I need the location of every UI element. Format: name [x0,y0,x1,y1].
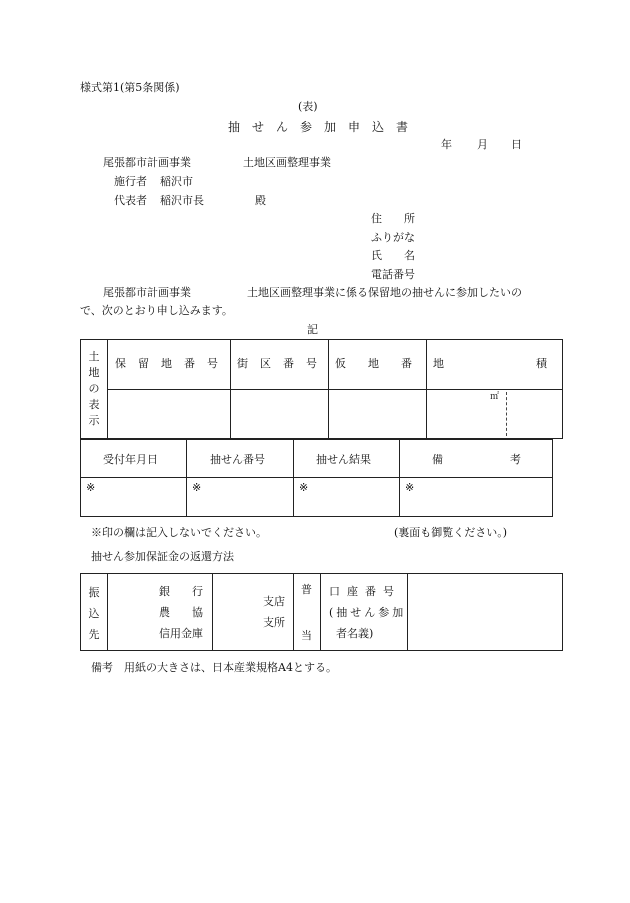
area-unit: ㎡ [490,392,500,402]
header-remarks-2: 考 [510,453,521,466]
applicant-address-label: 住 所 [371,212,415,225]
representative-value: 稲沢市長 [160,194,204,207]
form-title: 抽せん参加申込書 [228,120,421,134]
refund-heading: 抽せん参加保証金の返還方法 [91,550,234,563]
header-block-number: 街区番号 [237,357,329,370]
ki-mark: 記 [307,323,318,336]
account-number-label: 口座番号 [329,585,401,598]
account-type-current: 当 [301,629,312,642]
institution-bank: 銀 行 [159,585,203,598]
body-line2: で、次のとおり申し込みます。 [80,304,233,317]
account-type-ordinary: 普 [301,583,312,596]
applicant-name-label: 氏 名 [371,249,415,262]
sub-branch-label: 支所 [263,616,285,629]
form-number: 様式第1(第5条関係) [80,81,180,94]
note-see-back: (裏面も御覧ください。) [394,526,508,539]
branch-label: 支店 [263,595,285,608]
header-area-2: 積 [536,357,547,370]
reception-mark-2: ※ [192,481,202,494]
date-day: 日 [511,138,522,151]
refund-side-label: 振込先 [88,586,100,641]
remarks: 備考 用紙の大きさは、日本産業規格A4とする。 [91,661,337,674]
applicant-furigana-label: ふりがな [371,231,415,244]
reception-mark-4: ※ [405,481,415,494]
project-suffix: 土地区画整理事業 [243,156,331,169]
body-line1: 土地区画整理事業に係る保留地の抽せんに参加したいの [247,286,522,299]
institution-credit-union: 信用金庫 [159,627,203,640]
project-prefix: 尾張都市計画事業 [103,156,191,169]
date-year: 年 [441,138,452,151]
honorific: 殿 [255,194,266,207]
header-remarks-1: 備 [432,453,443,466]
front-mark: (表) [298,100,318,113]
account-holder-label: (抽せん参加 [329,606,407,619]
reception-mark-3: ※ [299,481,309,494]
applicant-phone-label: 電話番号 [371,268,415,281]
reception-mark-1: ※ [86,481,96,494]
operator-value: 稲沢市 [160,175,193,188]
note-do-not-fill: ※印の欄は記入しないでください。 [91,526,267,539]
header-reception-date: 受付年月日 [103,453,158,466]
header-lot-number: 保留地番号 [115,357,230,370]
institution-agri-coop: 農 協 [159,606,203,619]
header-lottery-result: 抽せん結果 [316,453,371,466]
date-month: 月 [477,138,488,151]
representative-label: 代表者 [114,194,147,207]
refund-table [80,573,563,651]
account-holder-label-2: 者名義) [336,627,374,640]
header-area-1: 地 [433,357,444,370]
header-lottery-number: 抽せん番号 [210,453,265,466]
operator-label: 施行者 [114,175,147,188]
reception-table [80,439,553,517]
body-project-prefix: 尾張都市計画事業 [103,286,191,299]
land-side-label: 土地の表示 [88,350,100,427]
header-provisional-lot: 仮地番 [335,357,434,370]
